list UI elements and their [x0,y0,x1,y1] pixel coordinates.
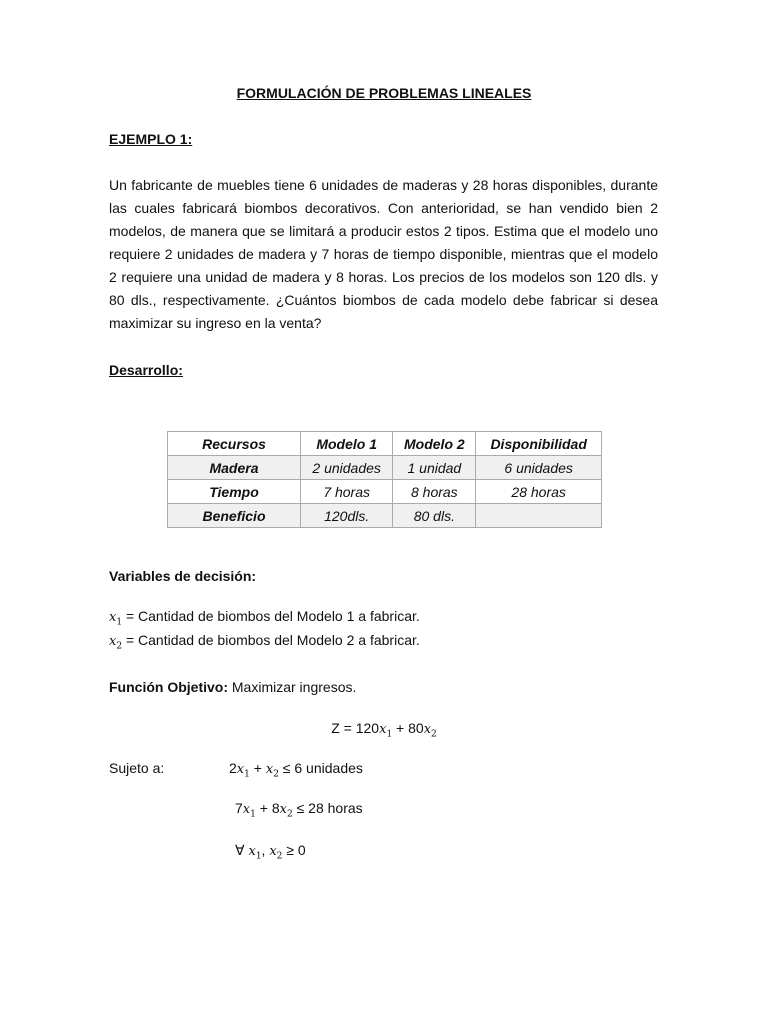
table-cell: 2 unidades [301,456,393,480]
table-header-cell: Modelo 2 [393,432,476,456]
problem-statement: Un fabricante de muebles tiene 6 unidades de maderas y 28 horas disponibles, durante las cuales fabricará biombos decorativos. Con anterioridad, se han vendido bien 2 modelos, de manera que se limitará a producir estos 2 tipos. Estima que el modelo uno requiere 2 unidades de madera y 7 horas de tiempo disponible, mientras que el modelo 2 requiere una unidad de madera y 8 horas. Los precios de los modelos son 120 dls. y 80 dls., respectivamente. ¿Cuántos biombos de cada modelo debe fabricar si desea maximizar su ingreso en la venta? [109,177,658,331]
table-header-cell: Recursos [168,432,301,456]
variable-line-2 [109,632,420,652]
constraint-1: $2x_1 + x_2 \le 6$ unidades [229,760,363,780]
example-heading: EJEMPLO 1: [109,131,193,147]
objective-label: Función Objetivo: [109,679,228,695]
constraints-label: Sujeto a: [109,760,165,776]
table-header-row [168,432,602,456]
table-cell: 8 horas [393,480,476,504]
variable-symbol: $x_2$ [109,634,123,652]
development-heading: Desarrollo: [109,362,183,378]
table-row [168,456,602,480]
table-cell [476,504,602,528]
objective-text: Maximizar ingresos. [231,679,357,695]
resources-table [167,431,602,528]
variable-line-1 [109,608,420,628]
objective-line [109,679,356,695]
table-cell: 28 horas [476,480,602,504]
table-cell: Madera [168,456,301,480]
table-header-cell: Modelo 1 [301,432,393,456]
table-cell: Tiempo [168,480,301,504]
table-cell: Beneficio [168,504,301,528]
table-cell: 1 unidad [393,456,476,480]
variable-description: = Cantidad de biombos del Modelo 1 a fabricar. [122,608,420,624]
variable-symbol: $x_1$ [109,610,123,628]
table-header-cell: Disponibilidad [476,432,602,456]
constraint-3: ∀ $x_1$, $x_2 \ge 0$ [235,842,306,862]
table-cell: 120dls. [301,504,393,528]
table-cell: 7 horas [301,480,393,504]
variable-description: = Cantidad de biombos del Modelo 2 a fabricar. [122,632,420,648]
page-title: FORMULACIÓN DE PROBLEMAS LINEALES [236,85,532,101]
table-cell: 6 unidades [476,456,602,480]
objective-equation: $Z = 120x_1 + 80x_2$ [331,720,437,740]
table-row [168,504,602,528]
constraint-2: $7x_1 + 8x_2 \le 28$ horas [235,800,363,820]
table-cell: 80 dls. [393,504,476,528]
table-row [168,480,602,504]
variables-heading: Variables de decisión: [109,568,257,584]
